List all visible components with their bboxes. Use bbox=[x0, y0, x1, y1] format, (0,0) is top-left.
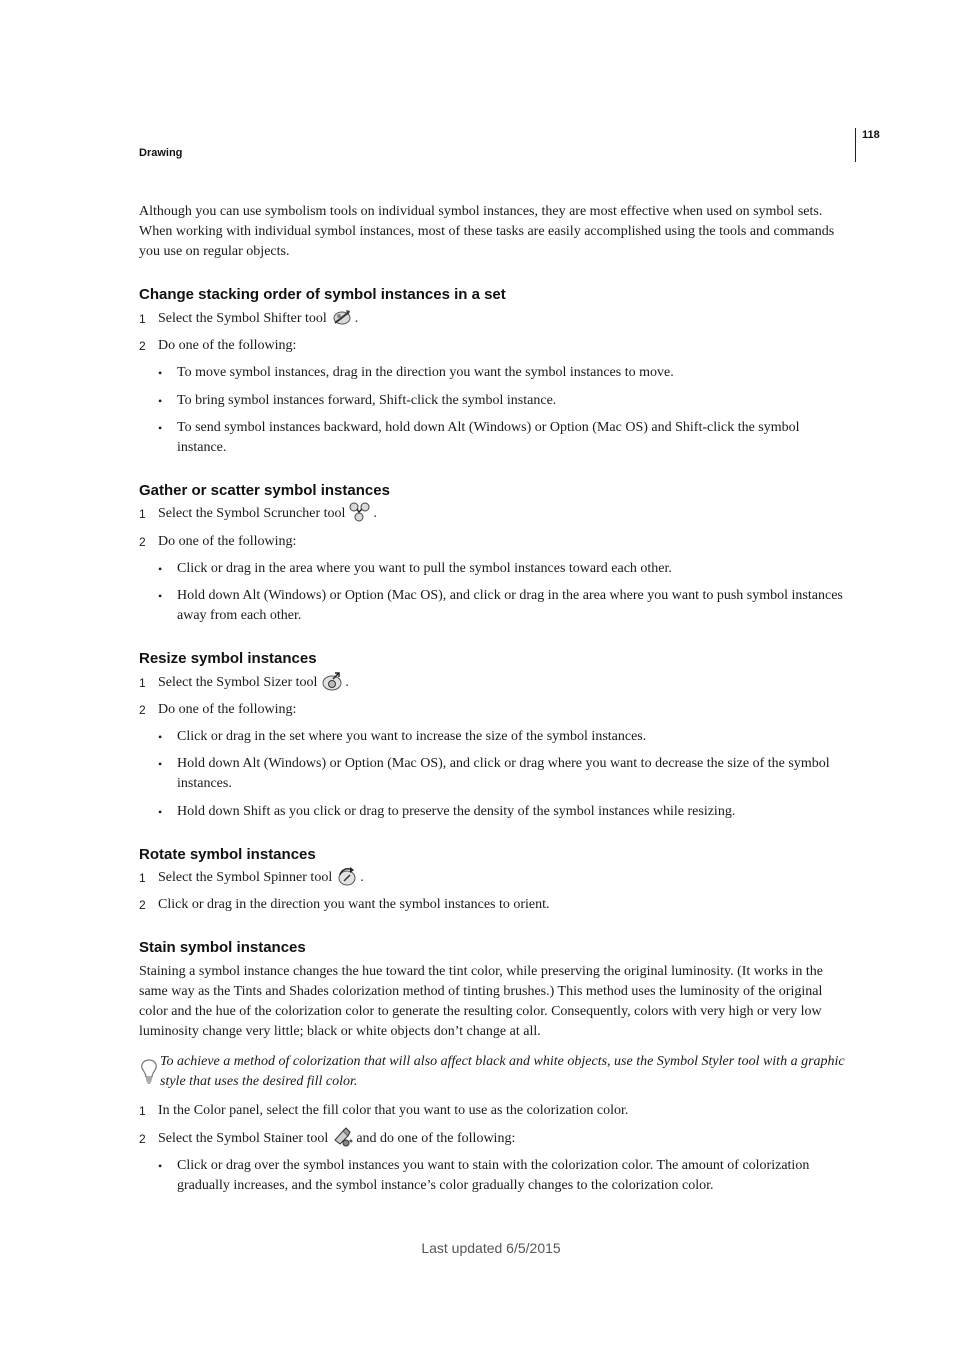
bullet-dot: • bbox=[158, 1159, 163, 1173]
bullet-dot: • bbox=[158, 366, 163, 380]
step-number: 2 bbox=[139, 898, 146, 912]
bullet-dot: • bbox=[158, 730, 163, 744]
step-number: 2 bbox=[139, 703, 146, 717]
step-text: Do one of the following: bbox=[158, 338, 297, 353]
step-text: Click or drag in the direction you want the symbol instances to orient. bbox=[158, 897, 550, 912]
header-divider bbox=[855, 128, 856, 162]
symbol-sizer-tool-icon bbox=[320, 670, 344, 692]
bullet-text: To move symbol instances, drag in the direction you want the symbol instances to move. bbox=[177, 365, 674, 380]
step-text: Do one of the following: bbox=[158, 534, 297, 549]
bullet-text: Click or drag in the area where you want to pull the symbol instances toward each other. bbox=[177, 561, 672, 576]
bullet-dot: • bbox=[158, 589, 163, 603]
heading-resize: Resize symbol instances bbox=[139, 650, 317, 667]
heading-stain: Stain symbol instances bbox=[139, 939, 306, 956]
heading-rotate: Rotate symbol instances bbox=[139, 846, 316, 863]
step-number: 1 bbox=[139, 676, 146, 690]
step-text: Select the Symbol Stainer tool bbox=[158, 1131, 329, 1146]
stain-paragraph: Staining a symbol instance changes the hue toward the tint color, while preserving the original luminosity. (It works in the same way as the Tints and Shades colorization method of tinting brushes.) This method uses the luminosity of the original color and the hue of the colorization color to generate the resulting color. Consequently, colors with very high or very low luminosity change very little; black or white objects don’t change at all. bbox=[139, 964, 823, 1039]
bullet-text: To bring symbol instances forward, Shift-click the symbol instance. bbox=[177, 393, 557, 408]
bullet-dot: • bbox=[158, 562, 163, 576]
step-text: In the Color panel, select the fill color that you want to use as the colorization color. bbox=[158, 1103, 629, 1118]
step-text: Select the Symbol Sizer tool bbox=[158, 675, 318, 690]
step-text-end: and do one of the following: bbox=[356, 1131, 516, 1146]
step-text-end: . bbox=[360, 870, 364, 885]
symbol-shifter-tool-icon bbox=[330, 306, 354, 328]
bullet-dot: • bbox=[158, 421, 163, 435]
bullet-text: Click or drag in the set where you want to increase the size of the symbol instances. bbox=[177, 729, 647, 744]
bullet-text: Hold down Shift as you click or drag to preserve the density of the symbol instances while resizing. bbox=[177, 804, 736, 819]
step-number: 1 bbox=[139, 312, 146, 326]
symbol-stainer-tool-icon bbox=[331, 1126, 355, 1148]
page-number: 118 bbox=[862, 129, 880, 141]
symbol-spinner-tool-icon bbox=[335, 865, 359, 887]
intro-paragraph: Although you can use symbolism tools on individual symbol instances, they are most effective when used on symbol sets. When working with individual symbol instances, most of these tasks are easily accomplished using the tools and commands you use on regular objects. bbox=[139, 204, 835, 259]
step-number: 2 bbox=[139, 1132, 146, 1146]
bullet-text: Hold down Alt (Windows) or Option (Mac OS), and click or drag in the area where you want to push symbol instances away from each other. bbox=[177, 588, 843, 623]
step-number: 1 bbox=[139, 507, 146, 521]
bullet-text: Hold down Alt (Windows) or Option (Mac OS), and click or drag where you want to decrease the size of the symbol instances. bbox=[177, 756, 830, 791]
heading-stacking-order: Change stacking order of symbol instances in a set bbox=[139, 286, 506, 303]
step-number: 2 bbox=[139, 535, 146, 549]
bullet-dot: • bbox=[158, 805, 163, 819]
tip-text: To achieve a method of colorization that will also affect black and white objects, use the Symbol Styler tool with a graphic style that uses the desired fill color. bbox=[160, 1054, 845, 1089]
bullet-text: Click or drag over the symbol instances you want to stain with the colorization color. The amount of colorization gradually increases, and the symbol instance’s color gradually changes to the colorization color. bbox=[177, 1158, 810, 1193]
step-text: Do one of the following: bbox=[158, 702, 297, 717]
heading-gather-scatter: Gather or scatter symbol instances bbox=[139, 482, 390, 499]
lightbulb-tip-icon bbox=[139, 1058, 159, 1086]
bullet-dot: • bbox=[158, 394, 163, 408]
step-text: Select the Symbol Scruncher tool bbox=[158, 506, 346, 521]
step-text-end: . bbox=[345, 675, 349, 690]
step-text-end: . bbox=[354, 311, 359, 326]
symbol-scruncher-tool-icon bbox=[348, 501, 372, 523]
step-number: 2 bbox=[139, 339, 146, 353]
footer-last-updated: Last updated 6/5/2015 bbox=[421, 1240, 561, 1256]
bullet-text: To send symbol instances backward, hold down Alt (Windows) or Option (Mac OS) and Shift-click the symbol instance. bbox=[177, 420, 800, 455]
step-number: 1 bbox=[139, 1104, 146, 1118]
step-text: Select the Symbol Spinner tool bbox=[158, 870, 333, 885]
bullet-dot: • bbox=[158, 757, 163, 771]
running-header-section: Drawing bbox=[139, 147, 183, 159]
step-text-end: . bbox=[373, 506, 377, 521]
step-text: Select the Symbol Shifter tool bbox=[158, 311, 327, 326]
step-number: 1 bbox=[139, 871, 146, 885]
